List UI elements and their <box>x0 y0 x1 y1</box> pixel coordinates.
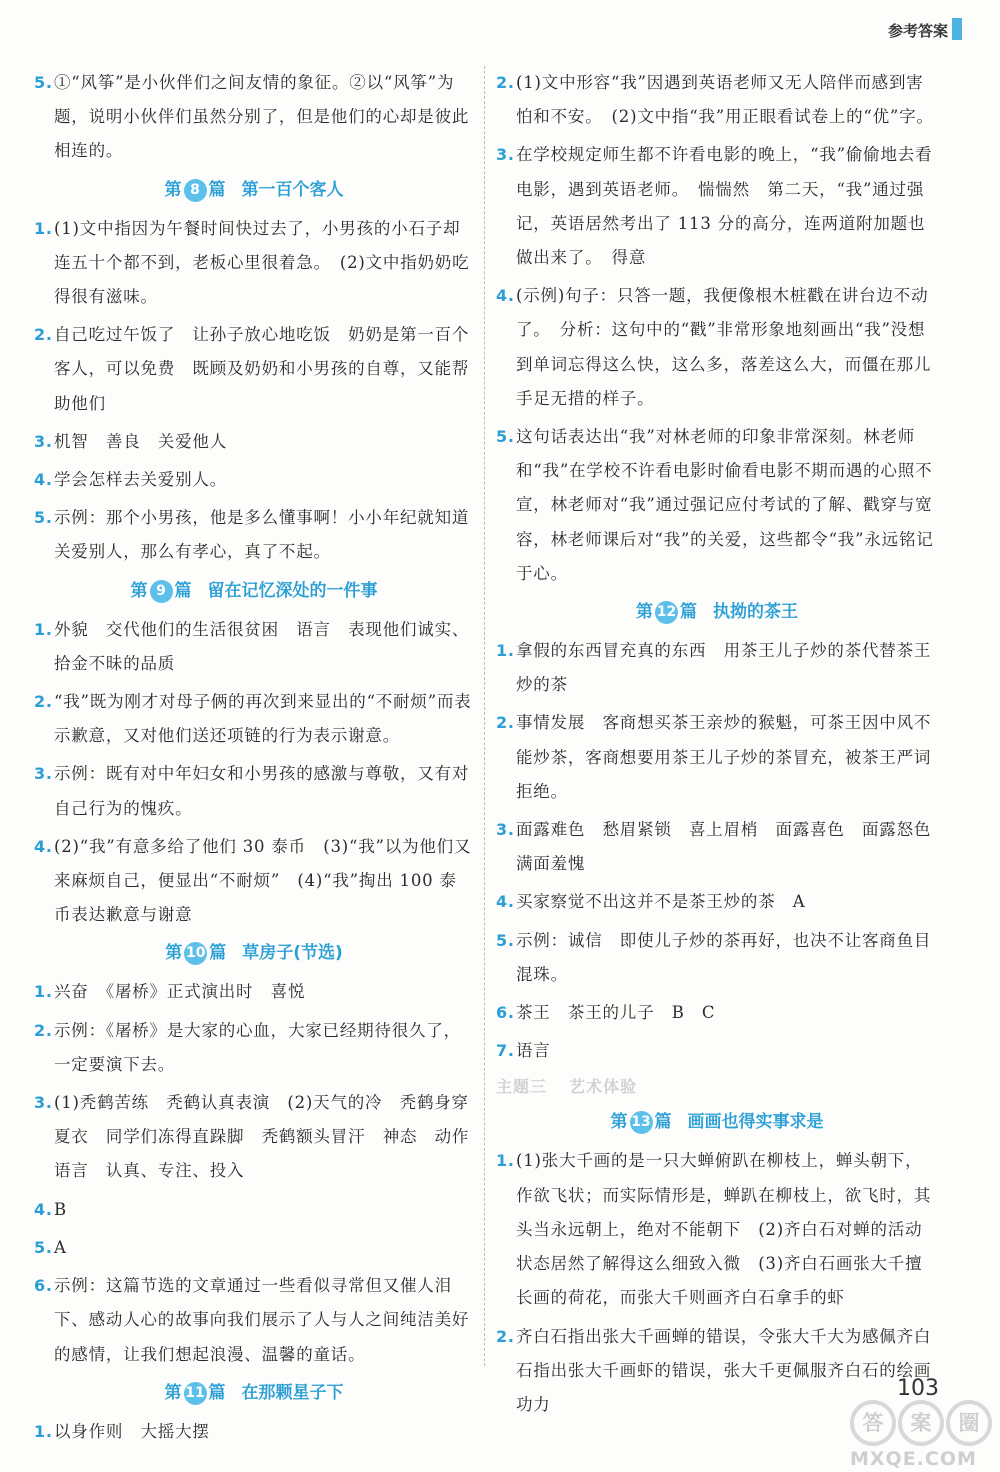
answer-text: 面露难色 愁眉紧锁 喜上眉梢 面露喜色 面露怒色 满面羞愧 <box>516 820 949 874</box>
watermark <box>850 1400 1000 1472</box>
answer-number: 4. <box>34 470 53 490</box>
section-prefix: 第 <box>165 943 183 964</box>
watermark-url: MXQE.COM <box>850 1448 977 1470</box>
answer-text: 这句话表达出“我”对林老师的印象非常深刻。林老师和“我”在学校不许看电影时偷看电影不期而遇的心照不宣，林老师对“我”通过强记应付考试的了解、戳穿与宽容，林老师课后对“我”的关爱，这些都令“我”永远铭记于心。 <box>516 427 934 583</box>
watermark-char: 案 <box>898 1400 944 1446</box>
right-column <box>496 66 949 1426</box>
answer-text: (1)文中形容“我”因遇到英语老师又无人陪伴而感到害怕和不安。 (2)文中指“我”用正眼看试卷上的“优”字。 <box>516 73 934 127</box>
answer-item <box>34 1415 474 1449</box>
answer-text: A <box>54 1237 67 1257</box>
answer-text: 茶王 茶王的儿子 B C <box>516 1003 716 1023</box>
section-heading: 画画也得实事求是 <box>687 1112 824 1133</box>
answer-item <box>34 66 474 169</box>
answer-text: 拿假的东西冒充真的东西 用茶王儿子炒的茶代替茶王炒的茶 <box>516 641 932 695</box>
section-heading: 留在记忆深处的一件事 <box>207 580 378 601</box>
header-accent-bar <box>952 18 962 40</box>
theme-heading <box>496 1072 938 1102</box>
section-prefix: 第 <box>636 602 653 623</box>
answer-item <box>34 1231 474 1265</box>
answer-number: 5. <box>34 73 53 92</box>
answer-text: (2)“我”有意多给了他们 30 泰币 (3)“我”以为他们又来麻烦自己，便显出“不耐烦” (4)“我”掏出 100 泰币表达歉意与谢意 <box>54 836 472 925</box>
answer-text: (1)文中指因为午餐时间快过去了，小男孩的小石子却连五十个都不到，老板心里很着急。 (2)文中指奶奶吃得很有滋味。 <box>54 218 470 307</box>
answer-number: 4. <box>496 892 515 912</box>
answer-item <box>34 1014 474 1082</box>
section-prefix: 第 <box>610 1112 628 1133</box>
section-suffix: 篇 <box>208 1382 226 1403</box>
answer-item <box>496 279 938 416</box>
answer-item <box>34 757 474 825</box>
section-suffix: 篇 <box>654 1112 672 1133</box>
answer-text: 学会怎样去关爱别人。 <box>54 470 227 490</box>
answer-text: 事情发展 客商想买茶王亲炒的猴魁，可茶王因中风不能炒茶，客商想要用茶王儿子炒的茶冒充，被茶王严词拒绝。 <box>516 713 932 801</box>
answer-number: 4. <box>496 286 515 306</box>
section-suffix: 篇 <box>680 602 697 623</box>
answer-number: 3. <box>496 820 515 840</box>
answer-item <box>34 463 474 497</box>
answer-item <box>34 830 474 933</box>
answer-number: 4. <box>34 1199 53 1219</box>
answer-text: B <box>54 1199 67 1219</box>
column-divider <box>484 66 485 1366</box>
answer-item <box>496 1034 938 1068</box>
answer-text: 在学校规定师生都不许看电影的晚上，“我”偷偷地去看电影，遇到英语老师。 惴惴然 第二天，“我”通过强记，英语居然考出了 113 分的高分，连两道附加题也做出来了。 得意 <box>516 145 933 268</box>
answer-number: 2. <box>496 713 515 733</box>
section-prefix: 第 <box>164 1382 182 1403</box>
answer-number: 5. <box>34 508 53 528</box>
answer-item <box>496 66 938 134</box>
answer-number: 2. <box>34 325 53 345</box>
answer-item <box>34 501 474 569</box>
section-suffix: 篇 <box>208 179 226 200</box>
section-title <box>34 574 474 608</box>
answer-item <box>496 924 938 992</box>
answer-item <box>496 1144 938 1315</box>
answer-item <box>496 634 938 702</box>
section-prefix: 第 <box>130 580 148 601</box>
watermark-char: 圈 <box>946 1400 992 1446</box>
answer-number: 3. <box>34 1093 53 1113</box>
answer-text: 示例：那个小男孩，他是多么懂事啊！小小年纪就知道关爱别人，那么有孝心，真了不起。 <box>54 508 470 562</box>
page-number: 103 <box>897 1376 939 1401</box>
answer-text: 齐白石指出张大千画蝉的错误，令张大千大为感佩齐白石指出张大千画虾的错误，张大千更佩服齐白石的绘画功力 <box>516 1326 932 1414</box>
section-number-badge: 12 <box>655 601 678 624</box>
answer-item <box>34 685 474 753</box>
answer-item <box>34 1269 474 1372</box>
section-title <box>496 1105 938 1139</box>
answer-text: “我”既为刚才对母子俩的再次到来显出的“不耐烦”而表示歉意，又对他们送还项链的行为表示谢意。 <box>54 692 472 746</box>
answer-item <box>496 885 938 919</box>
answer-text: 买家察觉不出这并不是茶王炒的茶 A <box>516 892 806 912</box>
answer-number: 3. <box>496 145 515 165</box>
answer-item <box>496 813 949 881</box>
left-column <box>34 66 487 1453</box>
answer-number: 1. <box>34 982 53 1002</box>
section-prefix: 第 <box>164 179 182 200</box>
answer-number: 6. <box>34 1276 53 1296</box>
answer-item <box>34 212 474 315</box>
section-number-badge: 11 <box>184 1382 207 1405</box>
theme-title: 艺术体验 <box>569 1077 638 1097</box>
answer-number: 1. <box>34 1421 53 1441</box>
section-heading: 在那颗星子下 <box>241 1382 344 1403</box>
answer-number: 1. <box>496 641 515 661</box>
answer-text: 以身作则 大摇大摆 <box>54 1421 210 1441</box>
answer-item <box>34 1193 474 1227</box>
section-suffix: 篇 <box>209 943 227 964</box>
answer-item <box>34 318 474 421</box>
section-number-badge: 9 <box>150 580 173 603</box>
section-title <box>34 1376 474 1410</box>
answer-number: 1. <box>34 218 53 238</box>
answer-text: 示例：这篇节选的文章通过一些看似寻常但又催人泪下、感动人心的故事向我们展示了人与人之间纯洁美好的感情，让我们想起浪漫、温馨的童话。 <box>54 1276 470 1364</box>
section-title <box>34 936 474 970</box>
answer-item <box>34 1086 487 1189</box>
section-title <box>34 173 474 207</box>
answer-number: 5. <box>34 1237 53 1257</box>
answer-number: 6. <box>496 1003 515 1023</box>
answer-text: ①“风筝”是小伙伴们之间友情的象征。②以“风筝”为题，说明小伙伴们虽然分别了，但是他们的心却是彼此相连的。 <box>54 73 470 161</box>
answer-number: 7. <box>496 1041 515 1061</box>
answer-item <box>496 706 938 809</box>
answer-item <box>34 975 474 1009</box>
answer-item <box>496 420 938 591</box>
answer-number: 4. <box>34 836 53 856</box>
answer-text: 示例：既有对中年妇女和小男孩的感激与尊敬，又有对自己行为的愧疚。 <box>54 764 470 818</box>
answer-text: 兴奋 《屠桥》正式演出时 喜悦 <box>54 982 306 1002</box>
theme-label: 主题三 <box>496 1077 548 1097</box>
answer-text: (1)张大千画的是一只大蝉俯趴在柳枝上，蝉头朝下，作欲飞状；而实际情形是，蝉趴在柳枝上，欲飞时，其头当永远朝上，绝对不能朝下 (2)齐白石对蝉的活动状态居然了解得这么细致入微 (3)齐白石画张大千擅长画的荷花，而张大千则画齐白石拿手的虾 <box>516 1151 932 1308</box>
answer-number: 3. <box>34 431 53 451</box>
section-number-badge: 8 <box>184 179 207 202</box>
section-title <box>496 595 938 629</box>
section-number-badge: 10 <box>184 942 207 965</box>
answer-number: 2. <box>34 1020 53 1040</box>
answer-number: 1. <box>496 1151 515 1171</box>
answer-number: 2. <box>496 1326 515 1346</box>
answer-text: (示例)句子：只答一题，我便像根木桩戳在讲台边不动了。 分析：这句中的“戳”非常形象地刻画出“我”没想到单词忘得这么快，这么多，落差这么大，而僵在那儿手足无措的样子。 <box>516 286 932 408</box>
answer-text: (1)秃鹤苦练 秃鹤认真表演 (2)天气的冷 秃鹤身穿夏衣 同学们冻得直跺脚 秃鹤额头冒汗 神态 动作 语言 认真、专注、投入 <box>54 1093 487 1181</box>
answer-number: 2. <box>34 692 53 712</box>
answer-item <box>496 996 938 1030</box>
answer-text: 自己吃过午饭了 让孙子放心地吃饭 奶奶是第一百个客人，可以免费 既顾及奶奶和小男孩的自尊，又能帮助他们 <box>54 325 470 413</box>
section-number-badge: 13 <box>630 1111 653 1134</box>
answer-item <box>496 138 938 275</box>
answer-number: 5. <box>496 427 515 447</box>
answer-text: 机智 善良 关爱他人 <box>54 431 227 451</box>
answer-item <box>34 613 474 681</box>
answer-number: 3. <box>34 764 53 784</box>
section-heading: 执拗的茶王 <box>713 602 798 623</box>
answer-number: 1. <box>34 619 53 639</box>
answer-text: 示例：诚信 即使儿子炒的茶再好，也决不让客商鱼目混珠。 <box>516 930 932 984</box>
answer-text: 外貌 交代他们的生活很贫困 语言 表现他们诚实、拾金不昧的品质 <box>54 619 470 673</box>
answer-item <box>34 425 474 459</box>
header-label: 参考答案 <box>887 22 948 40</box>
answer-text: 语言 <box>516 1041 551 1061</box>
answer-number: 2. <box>496 73 515 92</box>
section-suffix: 篇 <box>174 580 192 601</box>
answer-text: 示例：《屠桥》是大家的心血，大家已经期待很久了，一定要演下去。 <box>54 1020 461 1074</box>
watermark-char: 答 <box>850 1400 896 1446</box>
answer-number: 5. <box>496 930 515 950</box>
section-heading: 第一百个客人 <box>241 179 344 200</box>
section-heading: 草房子(节选) <box>242 943 343 964</box>
